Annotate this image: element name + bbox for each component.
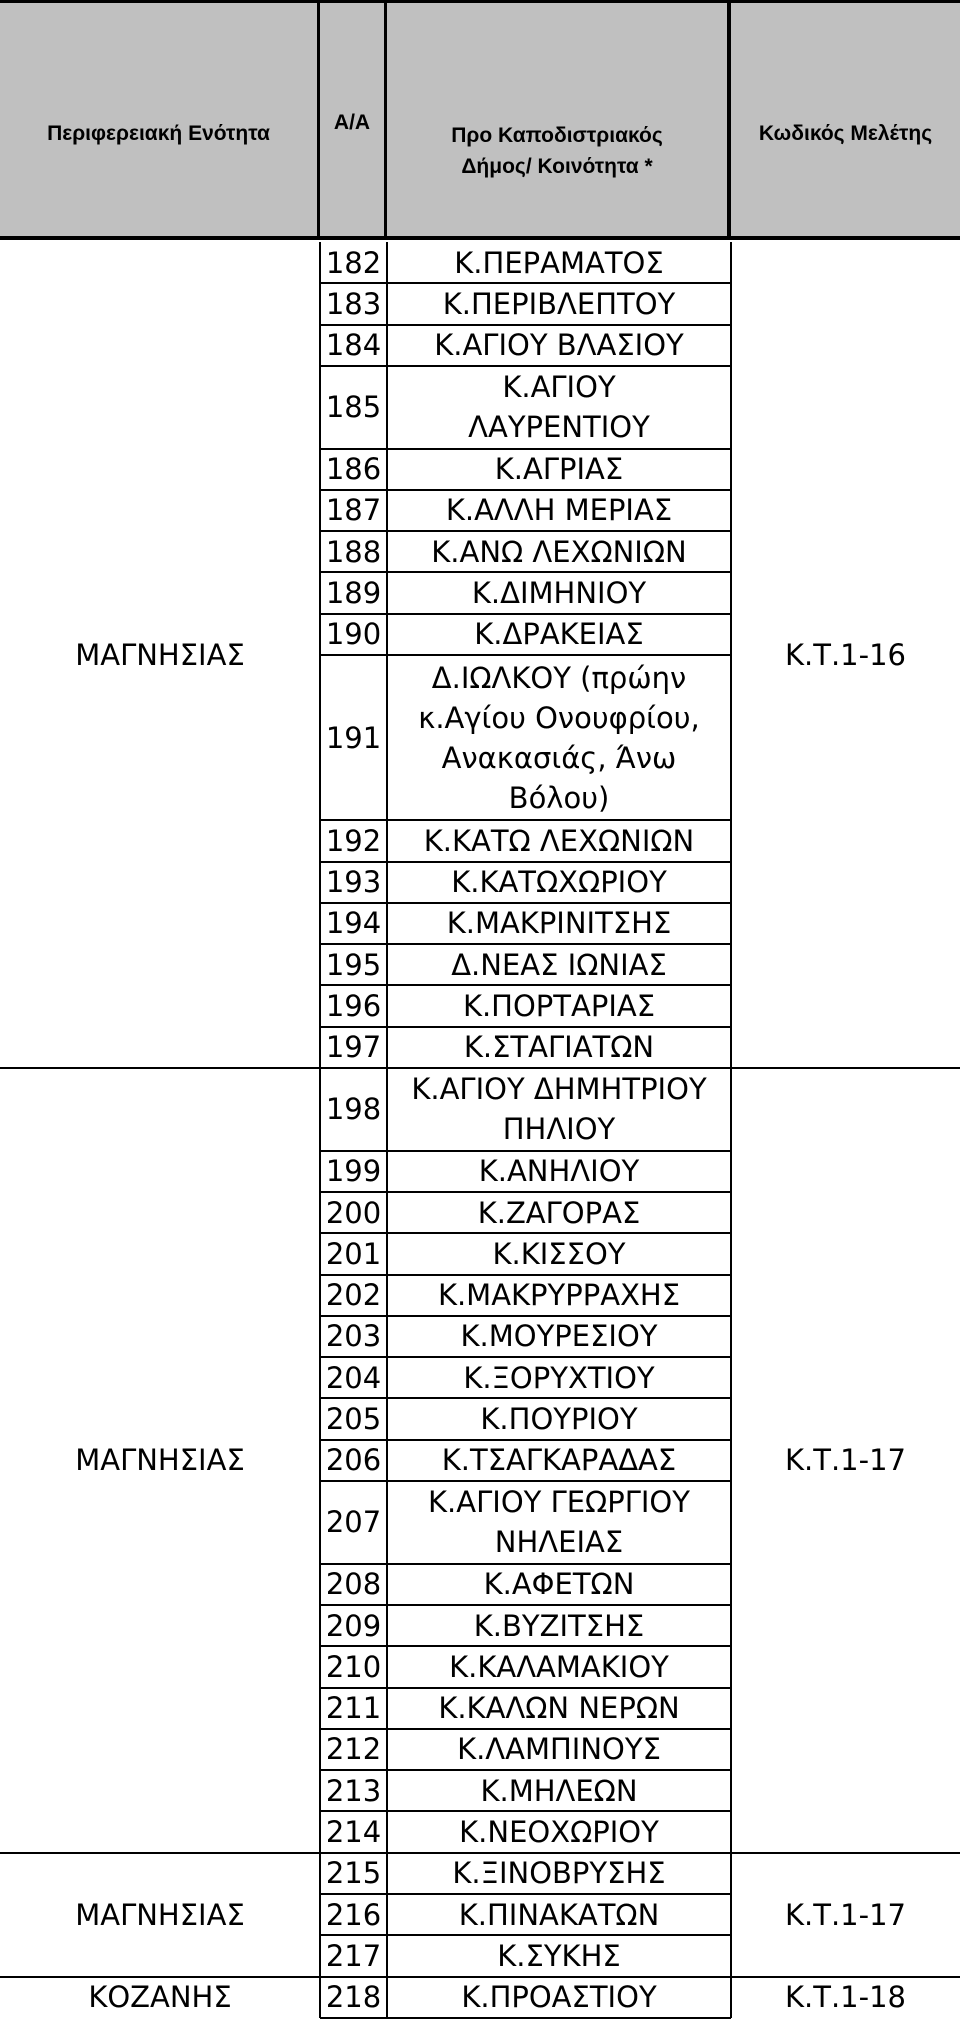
row-number: 182 [325, 245, 382, 280]
municipality-name: Κ.ΠΟΡΤΑΡΙΑΣ [462, 989, 656, 1024]
row-number: 208 [325, 1567, 382, 1602]
header-region-label: Περιφερειακή Ενότητα [47, 122, 270, 145]
study-code-cell: Κ.Τ.1-17 [785, 1897, 906, 1932]
row-number: 188 [325, 534, 382, 569]
municipality-name: Κ.ΠΕΡΙΒΛΕΠΤΟΥ [442, 286, 676, 321]
municipality-name: Κ.ΚΑΤΩ ΛΕΧΩΝΙΩΝ [423, 823, 695, 858]
row-number: 215 [325, 1856, 382, 1891]
row-number: 201 [325, 1236, 382, 1271]
municipality-name: Κ.ΖΑΓΟΡΑΣ [477, 1195, 641, 1230]
municipality-name: Κ.ΜΟΥΡΕΣΙΟΥ [460, 1319, 658, 1354]
municipality-name: Δ.ΝΕΑΣ ΙΩΝΙΑΣ [451, 947, 667, 982]
row-number: 212 [325, 1732, 382, 1767]
row-number: 184 [325, 328, 382, 363]
row-number: 189 [325, 576, 382, 611]
municipality-name: Κ.ΜΑΚΡΥΡΡΑΧΗΣ [437, 1278, 681, 1313]
municipality-name: Κ.ΑΦΕΤΩΝ [483, 1567, 635, 1602]
region-cell: ΜΑΓΝΗΣΙΑΣ [75, 638, 245, 672]
municipality-name: Κ.ΑΓΙΟΥ ΔΗΜΗΤΡΙΟΥ ΠΗΛΙΟΥ [411, 1072, 707, 1147]
municipality-name: Κ.ΔΙΜΗΝΙΟΥ [471, 576, 647, 611]
header-code-label: Κωδικός Μελέτης [758, 122, 933, 145]
municipality-name: Κ.ΚΑΛΑΜΑΚΙΟΥ [449, 1649, 669, 1684]
row-number: 204 [325, 1360, 382, 1395]
row-number: 199 [325, 1154, 382, 1189]
row-number: 203 [325, 1319, 382, 1354]
municipality-name: Κ.ΑΝΩ ΛΕΧΩΝΙΩΝ [431, 534, 687, 569]
row-number: 216 [325, 1897, 382, 1932]
study-code-cell: Κ.Τ.1-18 [785, 1980, 906, 2015]
municipality-name: Κ.ΑΝΗΛΙΟΥ [478, 1154, 640, 1189]
municipality-name: Κ.ΜΑΚΡΙΝΙΤΣΗΣ [446, 906, 672, 941]
header-region-cell [0, 0, 320, 240]
row-number: 214 [325, 1815, 382, 1850]
row-number: 207 [325, 1505, 382, 1540]
row-number: 200 [325, 1195, 382, 1230]
study-code-cell: Κ.Τ.1-16 [785, 638, 906, 672]
row-number: 187 [325, 493, 382, 528]
study-code-cell: Κ.Τ.1-17 [785, 1443, 906, 1478]
municipality-name: Κ.ΒΥΖΙΤΣΗΣ [473, 1608, 645, 1643]
municipality-name: Κ.ΞΙΝΟΒΡΥΣΗΣ [452, 1856, 666, 1891]
row-number: 195 [325, 947, 382, 982]
column-divider [386, 242, 388, 2018]
row-number: 192 [325, 823, 382, 858]
municipality-name: Κ.ΣΥΚΗΣ [497, 1938, 621, 1973]
municipality-name: Κ.ΠΕΡΑΜΑΤΟΣ [454, 245, 664, 280]
row-number: 217 [325, 1938, 382, 1973]
row-number: 218 [325, 1980, 382, 2015]
municipality-name: Κ.ΑΓΡΙΑΣ [494, 452, 624, 487]
row-number: 191 [325, 720, 382, 755]
row-number: 211 [325, 1691, 382, 1726]
municipality-name: Κ.ΞΟΡΥΧΤΙΟΥ [463, 1360, 655, 1395]
row-divider [320, 2017, 731, 2019]
row-number: 198 [325, 1092, 382, 1127]
row-number: 194 [325, 906, 382, 941]
municipality-name: Κ.ΣΤΑΓΙΑΤΩΝ [463, 1030, 655, 1065]
municipality-name: Κ.ΠΟΥΡΙΟΥ [480, 1402, 638, 1437]
row-number: 206 [325, 1443, 382, 1478]
municipality-name: Κ.ΚΑΤΩΧΩΡΙΟΥ [451, 865, 667, 900]
header-municipality-label-line1: Προ Καποδιστριακός [451, 124, 663, 147]
municipality-name: Κ.ΤΣΑΓΚΑΡΑΔΑΣ [441, 1443, 677, 1478]
row-number: 213 [325, 1773, 382, 1808]
row-number: 193 [325, 865, 382, 900]
municipality-name: Κ.ΚΙΣΣΟΥ [492, 1236, 626, 1271]
row-number: 205 [325, 1402, 382, 1437]
header-aa-label: Α/Α [333, 111, 371, 134]
row-number: 209 [325, 1608, 382, 1643]
header-aa-cell [320, 0, 387, 240]
municipality-name: Κ.ΛΑΜΠΙΝΟΥΣ [457, 1732, 661, 1767]
row-number: 183 [325, 286, 382, 321]
municipality-name: Κ.ΠΡΟΑΣΤΙΟΥ [461, 1980, 657, 2015]
municipality-name: Κ.ΠΙΝΑΚΑΤΩΝ [458, 1897, 660, 1932]
municipality-name: Κ.ΜΗΛΕΩΝ [480, 1773, 638, 1808]
row-number: 185 [325, 390, 382, 425]
row-number: 202 [325, 1278, 382, 1313]
row-number: 197 [325, 1030, 382, 1065]
header-code-cell [731, 0, 960, 240]
municipality-name: Κ.ΑΓΙΟΥ ΛΑΥΡΕΝΤΙΟΥ [468, 370, 650, 445]
header-municipality-label-line2: Δήμος/ Κοινότητα * [461, 155, 653, 178]
region-cell: ΜΑΓΝΗΣΙΑΣ [75, 1443, 245, 1478]
region-cell: ΜΑΓΝΗΣΙΑΣ [75, 1897, 245, 1932]
row-number: 186 [325, 452, 382, 487]
municipality-name: Κ.ΑΓΙΟΥ ΓΕΩΡΓΙΟΥ ΝΗΛΕΙΑΣ [428, 1485, 690, 1560]
header-municipality-cell [387, 0, 731, 240]
row-number: 190 [325, 617, 382, 652]
municipality-name: Κ.ΝΕΟΧΩΡΙΟΥ [459, 1815, 659, 1850]
municipality-name: Κ.ΔΡΑΚΕΙΑΣ [474, 617, 644, 652]
column-divider [319, 242, 321, 2018]
row-number: 210 [325, 1649, 382, 1684]
region-cell: ΚΟΖΑΝΗΣ [88, 1980, 232, 2015]
municipality-name: Δ.ΙΩΛΚΟΥ (πρώην κ.Αγίου Ονουφρίου, Ανακασιάς, Άνω Βόλου) [418, 660, 700, 815]
column-divider [730, 242, 732, 2018]
row-number: 196 [325, 989, 382, 1024]
municipality-name: Κ.ΑΓΙΟΥ ΒΛΑΣΙΟΥ [434, 328, 684, 363]
municipality-name: Κ.ΚΑΛΩΝ ΝΕΡΩΝ [438, 1691, 680, 1726]
municipality-name: Κ.ΑΛΛΗ ΜΕΡΙΑΣ [445, 493, 673, 528]
